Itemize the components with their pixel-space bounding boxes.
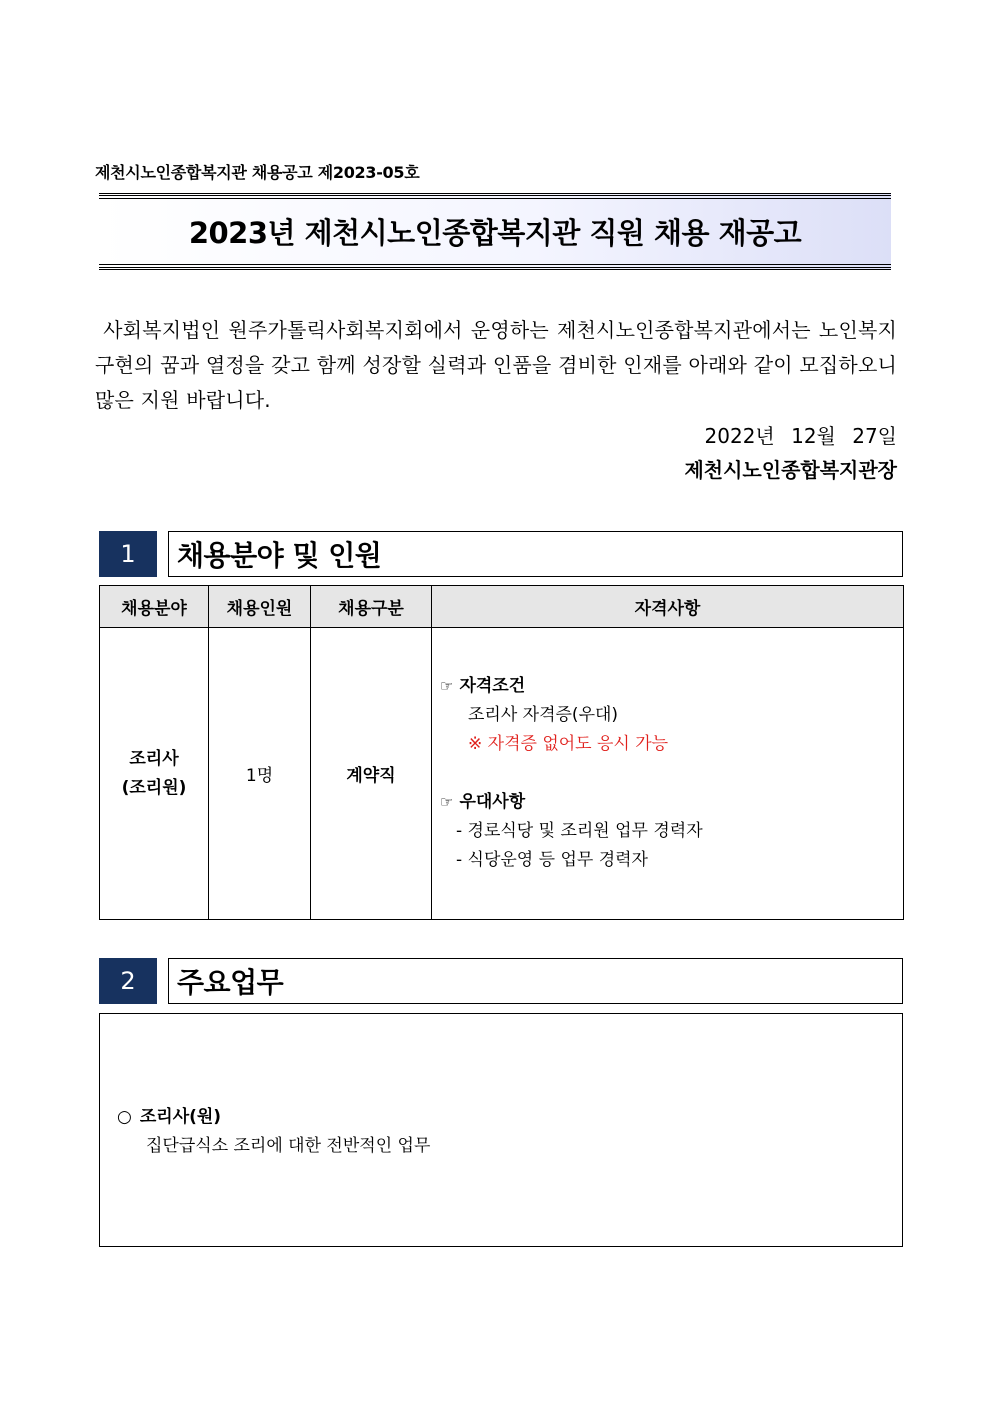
pointing-hand-icon: ☞ bbox=[440, 677, 454, 695]
pref-item-1: - 경로식당 및 조리원 업무 경력자 bbox=[456, 821, 703, 841]
intro-text bbox=[95, 313, 897, 418]
cell-field bbox=[100, 628, 209, 920]
field-line-1: 조리사 bbox=[129, 748, 179, 769]
title-banner bbox=[99, 193, 891, 270]
page-title: 2023년 제천시노인종합복지관 직원 채용 재공고 bbox=[188, 216, 802, 250]
qual-item-1: 조리사 자격증(우대) bbox=[468, 705, 619, 725]
circle-bullet-icon: ○ bbox=[117, 1107, 132, 1127]
notice-number: 제천시노인종합복지관 채용공고 제2023-05호 bbox=[95, 163, 420, 182]
intro-paragraph: 사회복지법인 원주가톨릭사회복지회에서 운영하는 제천시노인종합복지관에서는 노인복지 구현의 꿈과 열정을 갖고 함께 성장할 실력과 인품을 겸비한 인재를 아래와 같이 모집하오니 많은 지원 바랍니다. bbox=[95, 318, 898, 412]
qual-heading-1: 자격조건 bbox=[459, 676, 526, 696]
section-1-number: 1 bbox=[99, 531, 157, 577]
section-2-number: 2 bbox=[99, 958, 157, 1004]
col-header-field: 채용분야 bbox=[100, 586, 209, 628]
duties-box bbox=[99, 1013, 903, 1247]
recruitment-table bbox=[99, 585, 904, 920]
field-line-2: (조리원) bbox=[121, 777, 187, 798]
section-2-title: 주요업무 bbox=[168, 958, 903, 1004]
col-header-qualification: 자격사항 bbox=[432, 586, 904, 628]
section-1-title: 채용분야 및 인원 bbox=[168, 531, 903, 577]
cell-qualification bbox=[432, 628, 904, 920]
col-header-count: 채용인원 bbox=[209, 586, 311, 628]
qual-note: ※ 자격증 없어도 응시 가능 bbox=[468, 734, 669, 754]
table-header-row bbox=[100, 586, 904, 628]
notice-date: 2022년 12월 27일 bbox=[704, 424, 897, 448]
section-1-header bbox=[99, 531, 903, 577]
organization-name: 제천시노인종합복지관장 bbox=[684, 458, 897, 482]
col-header-type: 채용구분 bbox=[311, 586, 432, 628]
pref-item-2: - 식당운영 등 업무 경력자 bbox=[456, 850, 648, 870]
cell-type: 계약직 bbox=[311, 628, 432, 920]
pointing-hand-icon: ☞ bbox=[440, 793, 454, 811]
duty-description: 집단급식소 조리에 대한 전반적인 업무 bbox=[146, 1136, 431, 1156]
duty-title: ○ 조리사(원) bbox=[117, 1107, 222, 1127]
cell-count: 1명 bbox=[209, 628, 311, 920]
table-row bbox=[100, 628, 904, 920]
section-2-header bbox=[99, 958, 903, 1004]
qual-heading-2: 우대사항 bbox=[459, 792, 526, 812]
